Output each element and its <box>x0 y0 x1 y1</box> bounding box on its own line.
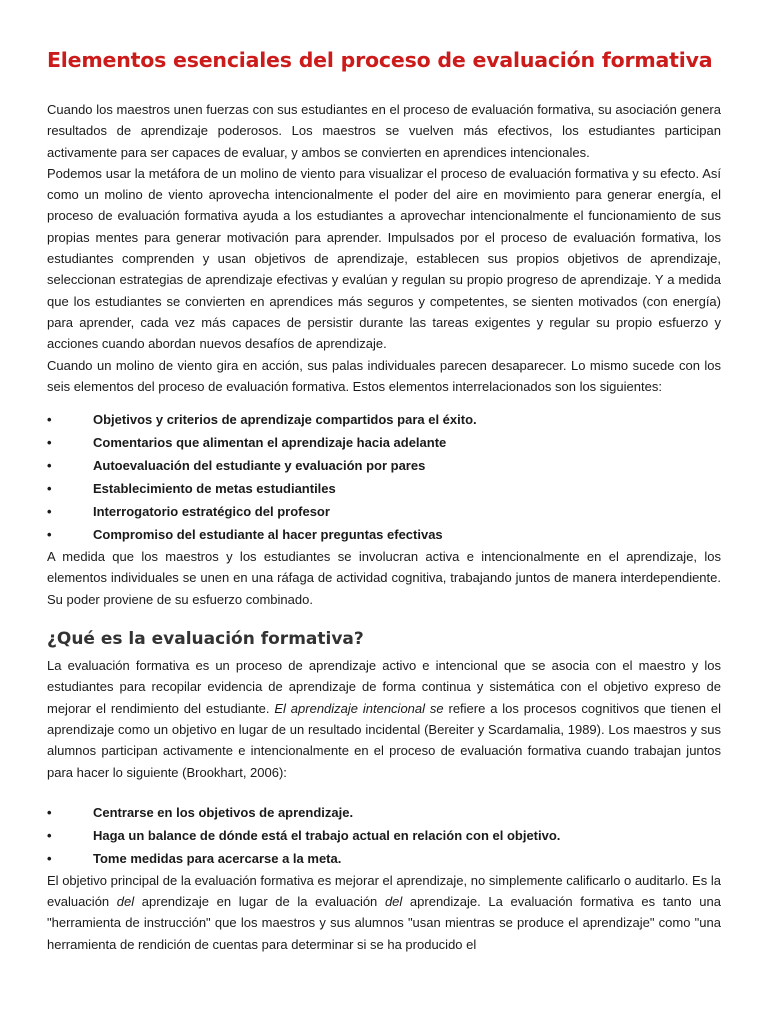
section2-paragraph-2 <box>47 870 721 955</box>
list-item: • Comentarios que alimentan el aprendizaje hacia adelante <box>47 431 721 454</box>
section2-paragraph-1 <box>47 655 721 783</box>
text-run: La evaluación formativa es un proceso de aprendizaje activo e intencional que se asocia con el maestro y los estudiantes para recopilar evidencia de aprendizaje de forma continua y sistemática con el objetivo expreso de mejorar el rendimiento del estudiante. <box>47 658 721 716</box>
list-item: • Compromiso del estudiante al hacer preguntas efectivas <box>47 523 721 546</box>
list-item: • Centrarse en los objetivos de aprendizaje. <box>47 801 721 824</box>
intro-paragraph-2: Podemos usar la metáfora de un molino de viento para visualizar el proceso de evaluación formativa y su efecto. Así como un molino de viento aprovecha intencionalmente el poder del aire en movimiento para generar energía, el proceso de evaluación formativa ayuda a los estudiantes a aprovechar intencionalmente el funcionamiento de sus propias mentes para generar motivación para aprender. Impulsados por el proceso de evaluación formativa, los estudiantes comprenden y usan objetivos de aprendizaje, establecen sus propios objetivos de aprendizaje, seleccionan estrategias de aprendizaje efectivas y evalúan y regulan su propio progreso de aprendizaje. Y a medida que los estudiantes se convierten en aprendices más seguros y competentes, se sienten motivados (con energía) para aprender, cada vez más capaces de persistir durante las tareas exigentes y regular su propio esfuerzo y acciones cuando abordan nuevos desafíos de aprendizaje. <box>47 165 721 352</box>
elements-list <box>47 408 721 546</box>
text-run: aprendizaje en lugar de la evaluación <box>134 894 385 910</box>
text-run: refiere a los procesos cognitivos que tienen el aprendizaje como un objetivo en lugar de un resultado incidental (Bereiter y Scardamalia, 1989). Los maestros y sus alumnos participan activamente e intencionalmente en el proceso de evaluación formativa cuando trabajan juntos para hacer lo siguiente (Brookhart, 2006): <box>47 700 721 780</box>
intro-paragraph-1: Cuando los maestros unen fuerzas con sus estudiantes en el proceso de evaluación formativa, su asociación genera resultados de aprendizaje poderosos. Los maestros se vuelven más efectivos, los estudiantes participan activamente para ser capaces de evaluar, y ambos se convierten en aprendices intencionales. <box>47 102 721 160</box>
list-item: • Haga un balance de dónde está el trabajo actual en relación con el objetivo. <box>47 824 721 847</box>
list-item: • Interrogatorio estratégico del profesor <box>47 500 721 523</box>
text-run: El objetivo principal de la evaluación formativa es mejorar el aprendizaje, no simplemente calificarlo o auditarlo. Es la evaluación <box>47 872 721 910</box>
list-item: • Autoevaluación del estudiante y evaluación por pares <box>47 454 721 477</box>
list-item: • Tome medidas para acercarse a la meta. <box>47 847 721 870</box>
list-item: • Establecimiento de metas estudiantiles <box>47 477 721 500</box>
steps-list <box>47 801 721 870</box>
list-item: • Objetivos y criterios de aprendizaje compartidos para el éxito. <box>47 408 721 431</box>
italic-text: del <box>384 894 403 910</box>
text-run: aprendizaje. La evaluación formativa es tanto una "herramienta de instrucción" que los maestros y sus alumnos "usan mientras se produce el aprendizaje" como "una herramienta de rendición de cuentas para determinar si se ha producido el <box>47 894 721 952</box>
page-title: Elementos esenciales del proceso de evaluación formativa <box>47 48 713 72</box>
after-list-paragraph: A medida que los maestros y los estudiantes se involucran activa e intencionalmente en el aprendizaje, los elementos individuales se unen en una ráfaga de actividad cognitiva, trabajando juntos de manera interdependiente. Su poder proviene de su esfuerzo combinado. <box>47 549 721 607</box>
intro-paragraph-3: Cuando un molino de viento gira en acción, sus palas individuales parecen desaparecer. Lo mismo sucede con los seis elementos del proceso de evaluación formativa. Estos elementos interrelacionados son los siguientes: <box>47 357 721 394</box>
section-heading: ¿Qué es la evaluación formativa? <box>47 629 364 650</box>
italic-text: El aprendizaje intencional se <box>274 700 444 716</box>
italic-text: del <box>116 894 135 910</box>
